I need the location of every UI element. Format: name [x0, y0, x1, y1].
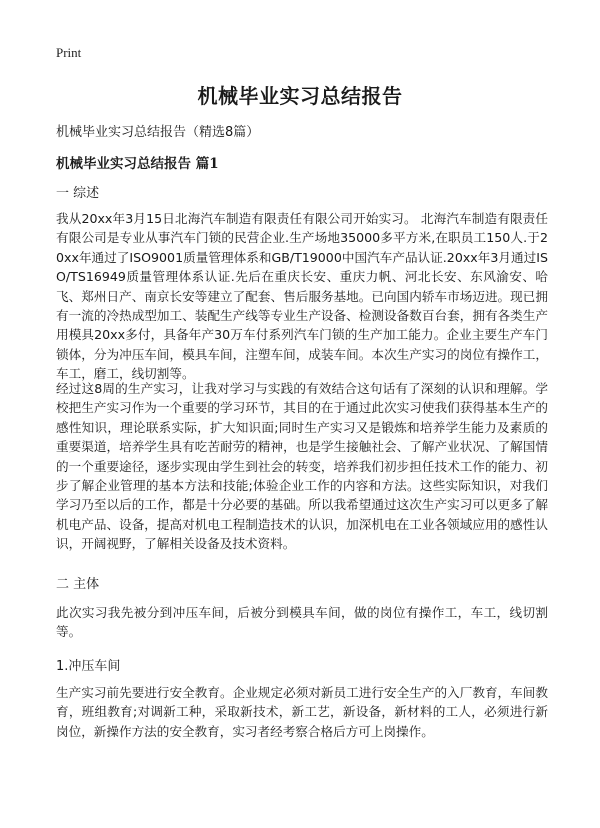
print-label[interactable]: Print: [56, 45, 82, 60]
section-heading: 机械毕业实习总结报告 篇1: [56, 156, 219, 172]
paragraph-assignment: 此次实习我先被分到冲压车间，后被分到模具车间，做的岗位有操作工，车工，线切割等。: [56, 605, 548, 640]
document-subtitle: 机械毕业实习总结报告（精选8篇）: [56, 125, 260, 140]
paragraph-reflection: 经过这8周的生产实习，让我对学习与实践的有效结合这句话有了深刻的认识和理解。学校把生产实习作为一个重要的学习环节，其目的在于通过此次实习使我们获得基本生产的感性知识，理论联系实际，扩大知识面;同时生产实习又是锻炼和培养学生能力及素质的重要渠道，培养学生具有吃苦耐劳的精神，也是学生接触社会、了解产业状况、了解国情的一个重要途径，逐步实现由学生到社会的转变，培养我们初步担任技术工作的能力、初步了解企业管理的基本方法和技能;体验企业工作的内容和方法。这些实际知识，对我们学习乃至以后的工作，都是十分必要的基础。所以我希望通过这次生产实习可以更多了解机电产品、设备，提高对机电工程制造技术的认识，加深机电在工业各领域应用的感性认识，开阔视野，了解相关设备及技术资料。: [56, 381, 548, 552]
heading-main: 二 主体: [56, 577, 100, 592]
page-title: 机械毕业实习总结报告: [197, 84, 403, 108]
paragraph-safety: 生产实习前先要进行安全教育。企业规定必须对新员工进行安全生产的入厂教育，车间教育，班组教育;对调新工种，采取新技术，新工艺，新设备，新材料的工人，必须进行新岗位，新操作方法的安全教育，实习者经考察合格后方可上岗操作。: [56, 685, 548, 739]
heading-stamping-workshop: 1.冲压车间: [56, 659, 121, 674]
heading-overview: 一 综述: [56, 186, 100, 201]
paragraph-intro: 我从20xx年3月15日北海汽车制造有限责任有限公司开始实习。 北海汽车制造有限责任有限公司是专业从事汽车门锁的民营企业.生产场地35000多平方米,在职员工150人.于20xx年通过了ISO9001质量管理体系和GB/T19000中国汽车产品认证.20xx年3月通过ISO/TS16949质量管理体系认证.先后在重庆长安、重庆力帆、河北长安、东风渝安、哈飞、郑州日产、南京长安等建立了配套、售后服务基地。已向国内轿车市场迈进。现已拥有一流的冷热成型加工、装配生产线等专业生产设备、检测设备数百台套，拥有各类生产用模具20xx多付，具备年产30万车付系列汽车门锁的生产加工能力。企业主要生产车门锁体，分为冲压车间，模具车间，注塑车间，成装车间。本次生产实习的岗位有操作工，车工，磨工，线切割等。: [56, 211, 548, 382]
